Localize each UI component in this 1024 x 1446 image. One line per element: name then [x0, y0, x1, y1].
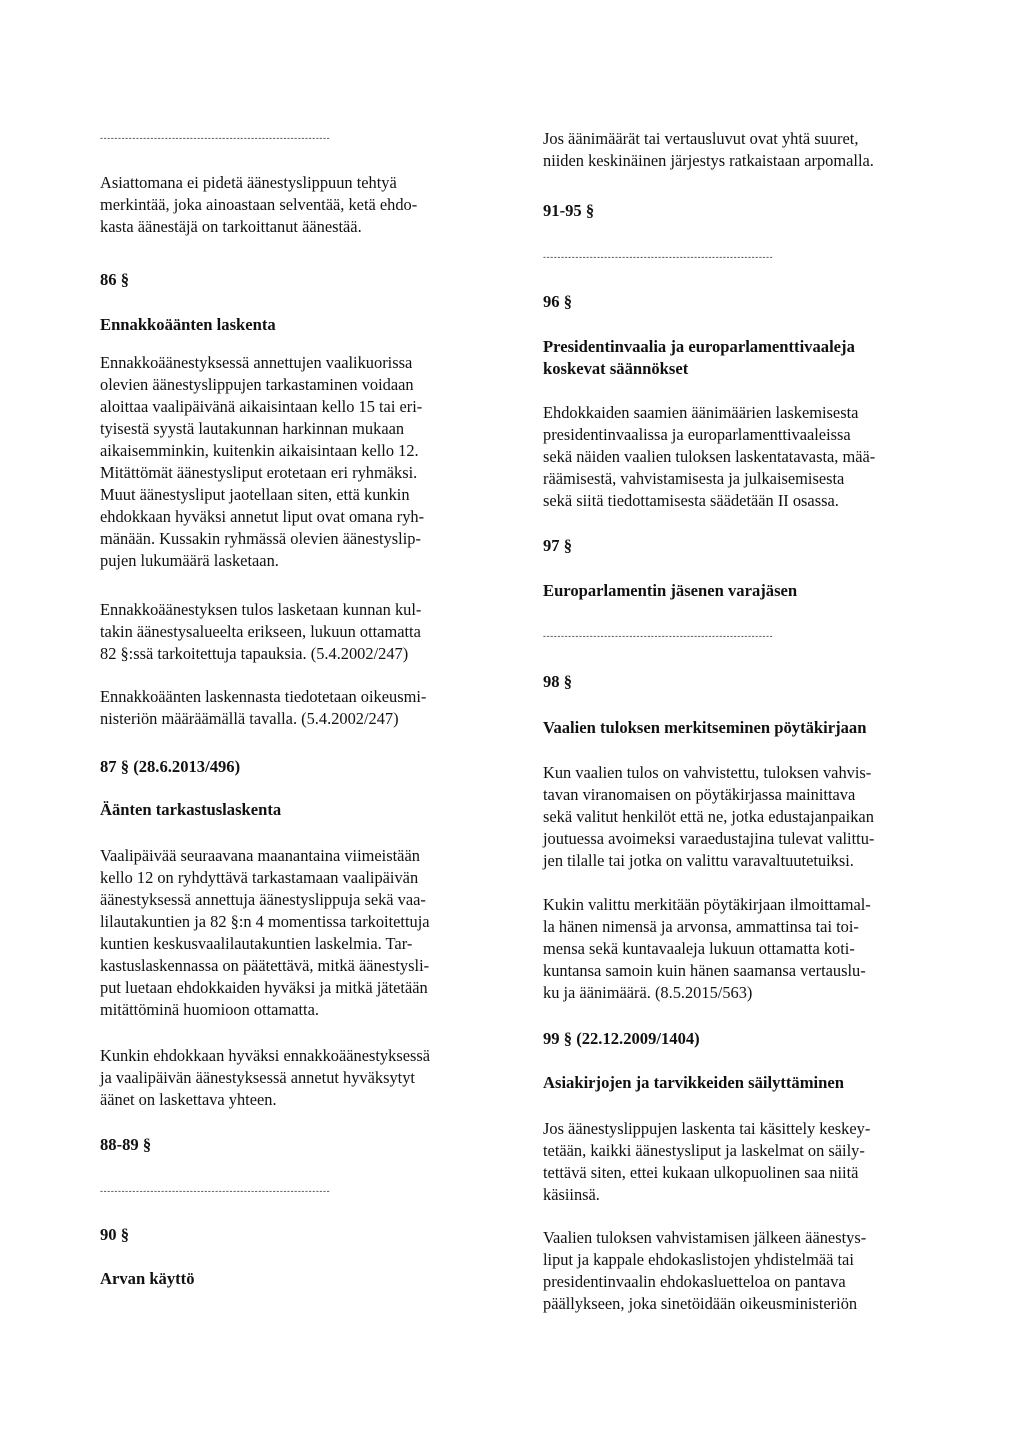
paragraph-99-1 — [543, 1118, 928, 1206]
paragraph-98-2 — [543, 894, 928, 1004]
text-line: sekä näiden vaalien tuloksen laskentatavasta, mää- — [543, 447, 876, 466]
text-line: joutuessa avoimeksi varaedustajina tulevat valittu- — [543, 829, 875, 848]
text-line: kastuslaskennassa on päätettävä, mitkä äänestysli- — [100, 956, 430, 975]
text-line: käsiinsä. — [543, 1185, 600, 1204]
text-line: presidentinvaalissa ja europarlamenttivaaleissa — [543, 425, 851, 444]
text-line: ja vaalipäivän äänestyksessä annetut hyväksytyt — [100, 1068, 415, 1087]
text-line: päällykseen, joka sinetöidään oikeusministeriön — [543, 1294, 858, 1313]
text-line: ku ja äänimäärä. (8.5.2015/563) — [543, 983, 753, 1002]
section-heading-90: Arvan käyttö — [100, 1269, 195, 1288]
text-line: mänään. Kussakin ryhmässä olevien äänestyslip- — [100, 529, 421, 548]
text-line: kuntien keskusvaalilautakuntien laskelmia. Tar- — [100, 934, 413, 953]
section-number-98: 98 § — [543, 672, 573, 691]
heading-line: koskevat säännökset — [543, 359, 689, 378]
text-line: 82 §:ssä tarkoitettuja tapauksia. (5.4.2002/247) — [100, 644, 409, 663]
text-line: pujen lukumäärä lasketaan. — [100, 551, 279, 570]
section-heading-98: Vaalien tuloksen merkitseminen pöytäkirjaan — [543, 718, 867, 737]
section-heading-86: Ennakkoäänten laskenta — [100, 315, 276, 334]
section-number-86: 86 § — [100, 270, 130, 289]
text-line: Ehdokkaiden saamien äänimäärien laskemisesta — [543, 403, 859, 422]
text-line: tavan viranomaisen on pöytäkirjassa mainittava — [543, 785, 856, 804]
text-line: aloittaa vaalipäivänä aikaisintaan kello 15 tai eri- — [100, 397, 423, 416]
text-line: sekä valitut henkilöt että ne, jotka edustajanpaikan — [543, 807, 874, 826]
section-number-99: 99 § (22.12.2009/1404) — [543, 1029, 700, 1048]
section-number-96: 96 § — [543, 292, 573, 311]
section-number-87: 87 § (28.6.2013/496) — [100, 757, 241, 776]
text-line: äänestyksessä annettuja äänestyslippuja sekä vaa- — [100, 890, 426, 909]
text-line: presidentinvaalin ehdokasluetteloa on pantava — [543, 1272, 846, 1291]
text-line: Vaalien tuloksen vahvistamisen jälkeen äänestys- — [543, 1228, 867, 1247]
text-line: jen tilalle tai jotka on valittu varavaltuutetuiksi. — [543, 851, 854, 870]
text-line: Ennakkoäänestyksessä annettujen vaalikuorissa — [100, 353, 413, 372]
text-line: Kunkin ehdokkaan hyväksi ennakkoäänestyksessä — [100, 1046, 431, 1065]
heading-line: Presidentinvaalia ja europarlamenttivaaleja — [543, 337, 855, 356]
text-line: la hänen nimensä ja arvonsa, ammattinsa tai toi- — [543, 917, 859, 936]
text-line: takin äänestysalueelta erikseen, lukuun ottamatta — [100, 622, 421, 641]
text-line: äänet on laskettava yhteen. — [100, 1090, 277, 1109]
text-line: Vaalipäivää seuraavana maanantaina viimeistään — [100, 846, 420, 865]
separator-line: ---------------------------------------------------------------- — [543, 252, 774, 262]
section-heading-97: Europarlamentin jäsenen varajäsen — [543, 581, 798, 600]
paragraph-86-1 — [100, 352, 485, 572]
text-line: tetään, kaikki äänestysliput ja laskelmat on säily- — [543, 1141, 865, 1160]
text-line: Muut äänestysliput jaotellaan siten, että kunkin — [100, 485, 410, 504]
section-number-88-89: 88-89 § — [100, 1135, 152, 1154]
text-line: Ennakkoäänten laskennasta tiedotetaan oikeusmi- — [100, 687, 427, 706]
paragraph-asiattomana — [100, 172, 485, 238]
text-line: niiden keskinäinen järjestys ratkaistaan arpomalla. — [543, 151, 874, 170]
section-heading-99: Asiakirjojen ja tarvikkeiden säilyttäminen — [543, 1073, 844, 1092]
text-line: Jos äänestyslippujen laskenta tai käsittely keskey- — [543, 1119, 871, 1138]
text-line: Jos äänimäärät tai vertausluvut ovat yhtä suuret, — [543, 129, 859, 148]
text-line: Kun vaalien tulos on vahvistettu, tuloksen vahvis- — [543, 763, 872, 782]
paragraph-top-right — [543, 128, 928, 172]
text-line: mensa sekä kuntavaaleja lukuun ottamatta koti- — [543, 939, 855, 958]
text-line: tettävä siten, ettei kukaan ulkopuolinen saa niitä — [543, 1163, 859, 1182]
paragraph-87-1 — [100, 845, 485, 1021]
text-line: ehdokkaan hyväksi annetut liput ovat omana ryh- — [100, 507, 425, 526]
section-heading-87: Äänten tarkastuslaskenta — [100, 800, 282, 819]
section-heading-96 — [543, 336, 928, 380]
paragraph-96 — [543, 402, 928, 512]
section-number-97: 97 § — [543, 536, 573, 555]
text-line: Ennakkoäänestyksen tulos lasketaan kunnan kul- — [100, 600, 422, 619]
paragraph-86-2 — [100, 599, 485, 665]
text-line: put luetaan ehdokkaiden hyväksi ja mitkä jätetään — [100, 978, 428, 997]
text-line: nisteriön määräämällä tavalla. (5.4.2002/247) — [100, 709, 399, 728]
paragraph-86-3 — [100, 686, 485, 730]
text-line: räämisestä, vahvistamisesta ja julkaisemisesta — [543, 469, 845, 488]
text-line: merkintää, joka ainoastaan selventää, ketä ehdo- — [100, 195, 418, 214]
text-line: mitättöminä huomioon ottamatta. — [100, 1000, 319, 1019]
text-line: tyisestä syystä lautakunnan harkinnan mukaan — [100, 419, 405, 438]
section-number-91-95: 91-95 § — [543, 201, 595, 220]
text-line: kello 12 on ryhdyttävä tarkastamaan vaalipäivän — [100, 868, 419, 887]
paragraph-98-1 — [543, 762, 928, 872]
text-line: liput ja kappale ehdokaslistojen yhdistelmää tai — [543, 1250, 854, 1269]
text-line: Kukin valittu merkitään pöytäkirjaan ilmoittamal- — [543, 895, 871, 914]
text-line: lilautakuntien ja 82 §:n 4 momentissa tarkoitettuja — [100, 912, 430, 931]
separator-line: ---------------------------------------------------------------- — [100, 1186, 331, 1196]
paragraph-99-2 — [543, 1227, 928, 1315]
section-number-90: 90 § — [100, 1225, 130, 1244]
separator-line: ---------------------------------------------------------------- — [543, 631, 774, 641]
separator-line: ---------------------------------------------------------------- — [100, 133, 331, 143]
text-line: aikaisemminkin, kuitenkin aikaisintaan kello 12. — [100, 441, 419, 460]
text-line: kuntansa samoin kuin hänen saamansa vertauslu- — [543, 961, 866, 980]
text-line: sekä siitä tiedottamisesta säädetään II osassa. — [543, 491, 839, 510]
text-line: olevien äänestyslippujen tarkastaminen voidaan — [100, 375, 414, 394]
text-line: Mitättömät äänestysliput erotetaan eri ryhmäksi. — [100, 463, 418, 482]
text-line: Asiattomana ei pidetä äänestyslippuun tehtyä — [100, 173, 397, 192]
paragraph-87-2 — [100, 1045, 485, 1111]
text-line: kasta äänestäjä on tarkoittanut äänestää. — [100, 217, 362, 236]
